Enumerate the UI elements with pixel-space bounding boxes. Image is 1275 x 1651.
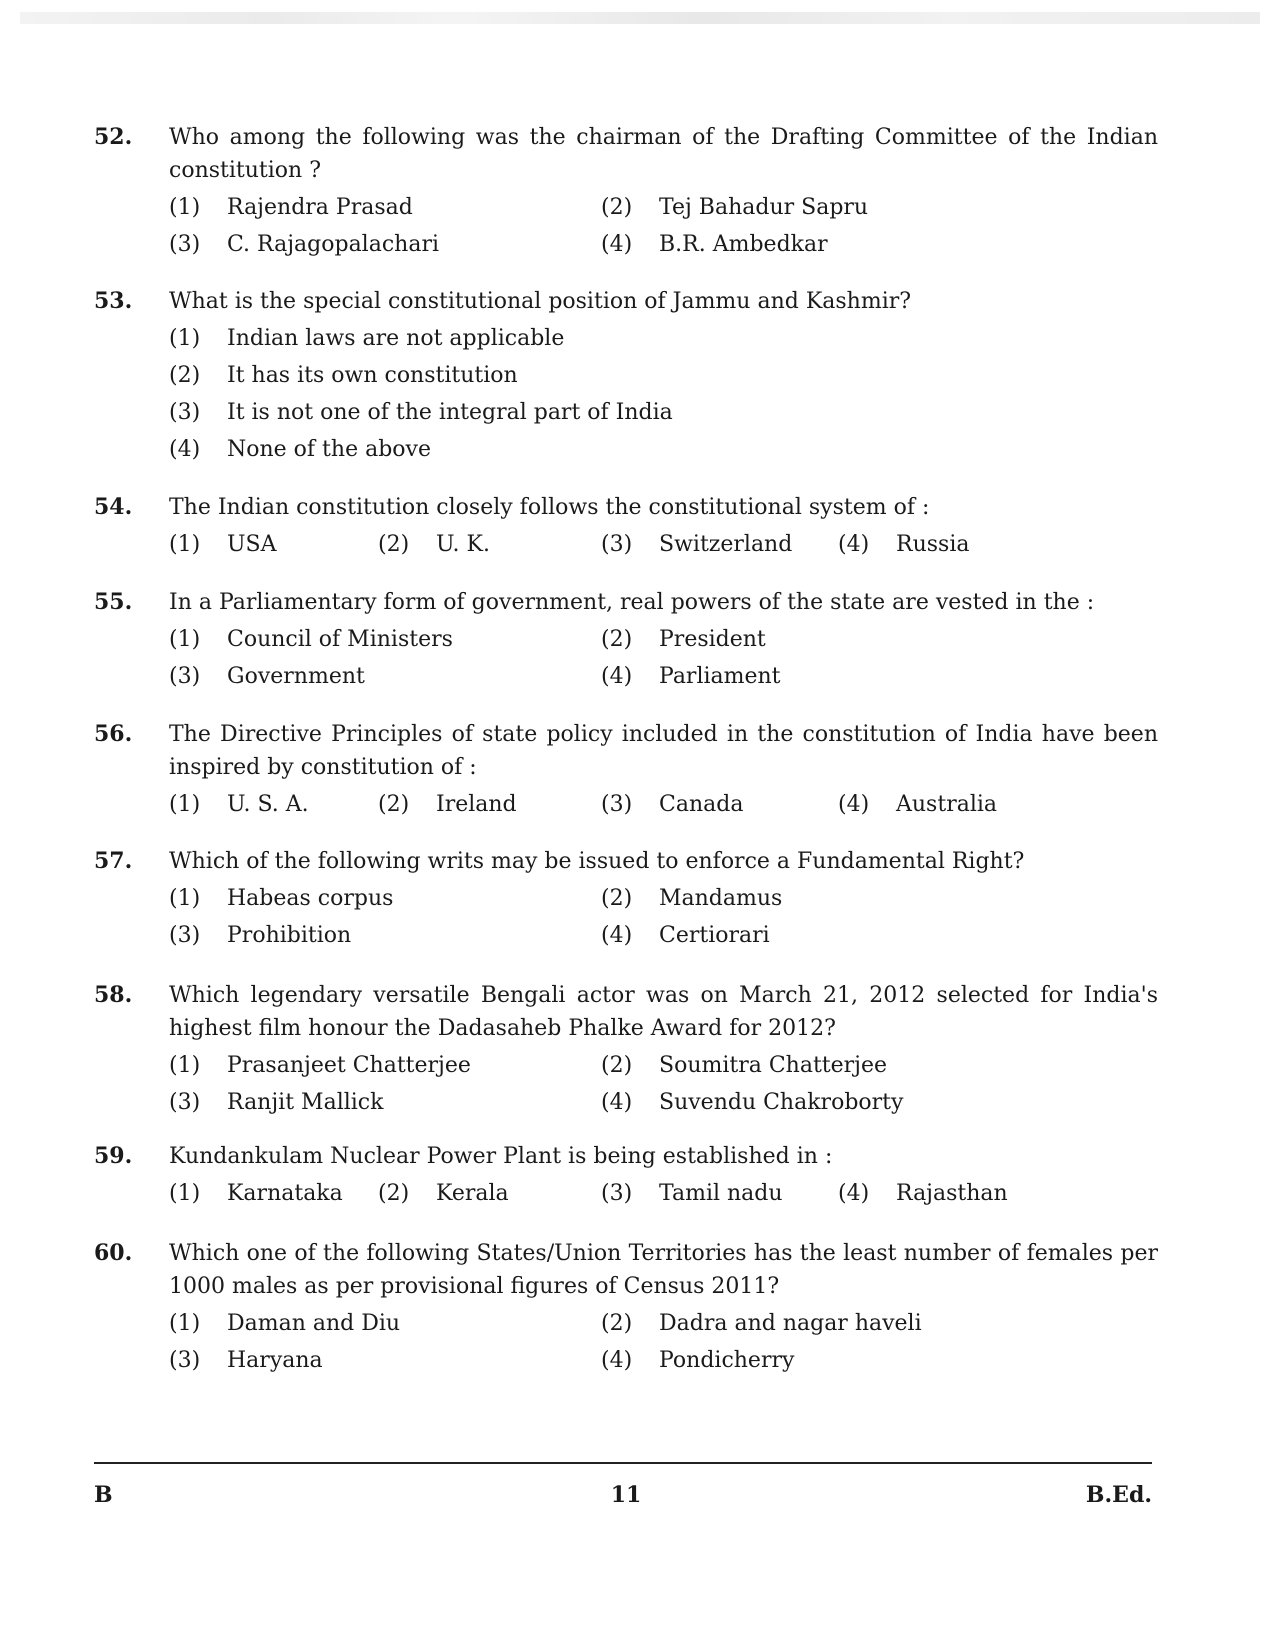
question xyxy=(94,491,1158,565)
option-number: (3) xyxy=(169,664,201,689)
option xyxy=(169,191,413,224)
option-number: (2) xyxy=(378,1181,410,1206)
option xyxy=(169,228,439,261)
option xyxy=(601,788,743,821)
question-number: 59. xyxy=(94,1143,133,1169)
option-text: U. S. A. xyxy=(227,792,309,817)
option-number: (2) xyxy=(378,532,410,557)
option-number: (2) xyxy=(169,363,201,388)
question xyxy=(94,285,1158,470)
question-text: The Directive Principles of state policy included in the constitution of India have been inspired by constitution of : xyxy=(169,722,1158,780)
page-number: 11 xyxy=(610,1482,642,1508)
option-number: (4) xyxy=(601,1090,633,1115)
option-text: Indian laws are not applicable xyxy=(227,326,565,351)
option xyxy=(169,1307,400,1340)
option-text: Suvendu Chakroborty xyxy=(659,1090,904,1115)
option-text: Certiorari xyxy=(659,923,770,948)
question-text: Which one of the following States/Union Territories has the least number of females per 1000 males as per provisional figures of Census 2011? xyxy=(169,1241,1158,1299)
option-number: (4) xyxy=(838,792,870,817)
option-number: (1) xyxy=(169,627,201,652)
footer-series: B xyxy=(94,1482,113,1508)
option xyxy=(601,528,792,561)
option-text: It is not one of the integral part of India xyxy=(227,400,673,425)
scan-artifact xyxy=(20,12,1260,24)
option-text: Pondicherry xyxy=(659,1348,795,1373)
option-text: B.R. Ambedkar xyxy=(659,232,828,257)
question-text: In a Parliamentary form of government, real powers of the state are vested in the : xyxy=(169,590,1095,615)
option-text: USA xyxy=(227,532,277,557)
option-text: Karnataka xyxy=(227,1181,343,1206)
option-number: (2) xyxy=(601,195,633,220)
option-number: (3) xyxy=(169,400,201,425)
question-number: 53. xyxy=(94,288,133,314)
option-text: Canada xyxy=(659,792,744,817)
option xyxy=(169,1049,471,1082)
question-number: 60. xyxy=(94,1240,133,1266)
option xyxy=(169,396,673,429)
option xyxy=(838,1177,1008,1210)
option-number: (3) xyxy=(169,232,201,257)
option xyxy=(378,528,490,561)
option xyxy=(169,919,351,952)
question xyxy=(94,586,1158,697)
option-number: (2) xyxy=(378,792,410,817)
option xyxy=(169,660,365,693)
option-text: Prohibition xyxy=(227,923,352,948)
option-list xyxy=(169,528,1158,565)
option-text: Russia xyxy=(896,532,970,557)
option-text: President xyxy=(659,627,766,652)
footer-rule xyxy=(94,1462,1152,1464)
question-number: 54. xyxy=(94,494,133,520)
question-text: Which legendary versatile Bengali actor was on March 21, 2012 selected for India's highest film honour the Dadasaheb Phalke Award for 2012? xyxy=(169,983,1158,1041)
option-number: (1) xyxy=(169,792,201,817)
option xyxy=(601,191,868,224)
option-text: Daman and Diu xyxy=(227,1311,401,1336)
option-number: (2) xyxy=(601,627,633,652)
option-text: Switzerland xyxy=(659,532,793,557)
option xyxy=(601,1344,794,1377)
option-text: Ranjit Mallick xyxy=(227,1090,384,1115)
option xyxy=(169,528,277,561)
option-number: (4) xyxy=(601,664,633,689)
option-number: (1) xyxy=(169,1053,201,1078)
option xyxy=(601,919,770,952)
footer-course: B.Ed. xyxy=(1085,1482,1152,1508)
option xyxy=(838,788,997,821)
option xyxy=(601,623,766,656)
option-list xyxy=(169,623,1158,697)
option xyxy=(169,623,453,656)
option-text: Council of Ministers xyxy=(227,627,453,652)
option-number: (4) xyxy=(838,532,870,557)
question-number: 56. xyxy=(94,721,133,747)
option-number: (3) xyxy=(601,792,633,817)
question-text: Who among the following was the chairman of the Drafting Committee of the Indian constitution ? xyxy=(169,125,1158,183)
option-number: (1) xyxy=(169,886,201,911)
option xyxy=(169,1086,383,1119)
option-number: (1) xyxy=(169,326,201,351)
question xyxy=(94,1237,1158,1381)
question-number: 58. xyxy=(94,982,133,1008)
option-number: (2) xyxy=(601,1053,633,1078)
option-number: (1) xyxy=(169,195,201,220)
question xyxy=(94,845,1158,956)
option-number: (1) xyxy=(169,1181,201,1206)
option-text: None of the above xyxy=(227,437,431,462)
question xyxy=(94,718,1158,825)
option xyxy=(601,228,828,261)
question-text: The Indian constitution closely follows the constitutional system of : xyxy=(169,495,930,520)
option-text: Tamil nadu xyxy=(659,1181,783,1206)
option xyxy=(169,1177,343,1210)
question-text: What is the special constitutional position of Jammu and Kashmir? xyxy=(169,289,912,314)
option-number: (4) xyxy=(601,232,633,257)
option xyxy=(601,882,782,915)
option-text: It has its own constitution xyxy=(227,363,518,388)
option xyxy=(378,1177,509,1210)
option-text: Government xyxy=(227,664,365,689)
question-text: Which of the following writs may be issued to enforce a Fundamental Right? xyxy=(169,849,1025,874)
option xyxy=(838,528,969,561)
option-text: Kerala xyxy=(436,1181,509,1206)
option-text: Rajendra Prasad xyxy=(227,195,413,220)
option-text: Ireland xyxy=(436,792,517,817)
option-number: (1) xyxy=(169,532,201,557)
option-number: (3) xyxy=(169,1090,201,1115)
option xyxy=(378,788,517,821)
option-text: Haryana xyxy=(227,1348,323,1373)
option-text: Tej Bahadur Sapru xyxy=(659,195,869,220)
option-text: Rajasthan xyxy=(896,1181,1008,1206)
option-list xyxy=(169,1049,1158,1123)
option xyxy=(601,1086,903,1119)
option-number: (3) xyxy=(169,1348,201,1373)
option-number: (4) xyxy=(601,1348,633,1373)
option-list xyxy=(169,322,1158,470)
option-list xyxy=(169,1307,1158,1381)
option-number: (4) xyxy=(169,437,201,462)
option-number: (3) xyxy=(169,923,201,948)
option-text: U. K. xyxy=(436,532,490,557)
option xyxy=(169,433,431,466)
option-number: (2) xyxy=(601,1311,633,1336)
option-list xyxy=(169,788,1158,825)
question-number: 55. xyxy=(94,589,133,615)
option xyxy=(169,1344,323,1377)
question xyxy=(94,979,1158,1123)
option-number: (3) xyxy=(601,1181,633,1206)
option xyxy=(169,359,518,392)
option xyxy=(601,1307,922,1340)
option xyxy=(169,322,564,355)
option-number: (4) xyxy=(601,923,633,948)
option xyxy=(601,1177,783,1210)
question xyxy=(94,121,1158,265)
question-number: 52. xyxy=(94,124,133,150)
option-number: (4) xyxy=(838,1181,870,1206)
option-number: (3) xyxy=(601,532,633,557)
option-text: Prasanjeet Chatterjee xyxy=(227,1053,471,1078)
option xyxy=(601,660,781,693)
question-text: Kundankulam Nuclear Power Plant is being established in : xyxy=(169,1144,833,1169)
option-text: Soumitra Chatterjee xyxy=(659,1053,888,1078)
question xyxy=(94,1140,1158,1214)
option-text: Mandamus xyxy=(659,886,783,911)
option-number: (2) xyxy=(601,886,633,911)
option-number: (1) xyxy=(169,1311,201,1336)
option-text: Parliament xyxy=(659,664,781,689)
option-list xyxy=(169,1177,1158,1214)
option-text: Habeas corpus xyxy=(227,886,394,911)
option xyxy=(601,1049,887,1082)
question-number: 57. xyxy=(94,848,133,874)
option-list xyxy=(169,882,1158,956)
option-text: C. Rajagopalachari xyxy=(227,232,439,257)
option xyxy=(169,788,309,821)
option-list xyxy=(169,191,1158,265)
option-text: Dadra and nagar haveli xyxy=(659,1311,922,1336)
option xyxy=(169,882,393,915)
option-text: Australia xyxy=(896,792,998,817)
